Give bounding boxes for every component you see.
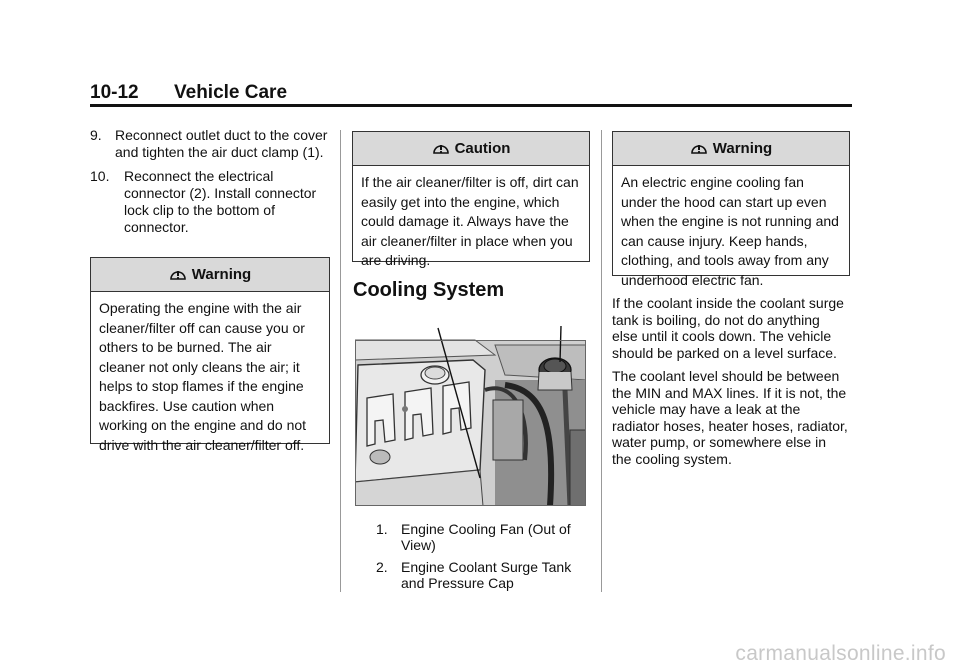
paragraph: The coolant level should be between the MIN and MAX lines. If it is not, the vehicle may have a leak at the radiator hoses, heater hoses, radiator, water pump, or somewhere else in the cooling system. bbox=[612, 368, 848, 467]
step-text: Reconnect the electrical connector (2). Install connector lock clip to the bottom of connector. bbox=[124, 168, 317, 235]
caption-text: Engine Cooling Fan (Out of View) bbox=[401, 521, 571, 553]
warning-box-left bbox=[90, 257, 330, 453]
section-heading: Cooling System bbox=[353, 279, 505, 301]
warning-icon bbox=[690, 140, 708, 158]
step-text: Reconnect outlet duct to the cover and tighten the air duct clamp (1). bbox=[115, 127, 328, 160]
step-10 bbox=[90, 168, 330, 236]
warning-body: An electric engine cooling fan under the hood can start up even when the engine is not running and can cause injury. Keep hands, clothing, and tools away from any underhood electric fan. bbox=[621, 174, 839, 288]
engine-figure bbox=[355, 320, 586, 506]
caption-item bbox=[376, 521, 586, 553]
column-divider-2 bbox=[601, 130, 602, 592]
column-divider-1 bbox=[340, 130, 341, 592]
warning-icon bbox=[169, 266, 187, 284]
step-number: 10. bbox=[90, 168, 110, 184]
caption-number: 1. bbox=[376, 521, 388, 537]
engine-illustration bbox=[355, 320, 586, 506]
page-number: 10-12 bbox=[90, 82, 139, 103]
caption-item bbox=[376, 559, 586, 591]
watermark: carmanualsonline.info bbox=[735, 642, 946, 665]
paragraph: If the coolant inside the coolant surge tank is boiling, do not do anything else until it cools down. The vehicle should be parked on a level surface. bbox=[612, 295, 844, 361]
section-title: Vehicle Care bbox=[174, 82, 288, 103]
warning-body: Operating the engine with the air cleaner/filter off can cause you or others to be burned. The air cleaner not only cleans the air; it helps to stop flames if the engine backfires. Use caution when working on the engine and do not drive with the air cleaner/filter off. bbox=[99, 300, 307, 453]
caution-body: If the air cleaner/filter is off, dirt can easily get into the engine, which could damage it. Always have the air cleaner/filter in place when you are driving. bbox=[361, 174, 579, 268]
step-number: 9. bbox=[90, 127, 102, 143]
page-header bbox=[90, 80, 852, 110]
warning-header bbox=[91, 258, 329, 292]
caution-header bbox=[353, 132, 589, 166]
caption-text: Engine Coolant Surge Tank and Pressure Cap bbox=[401, 559, 572, 591]
caution-heading: Caution bbox=[454, 140, 511, 157]
caption-number: 2. bbox=[376, 559, 388, 575]
caution-box bbox=[352, 131, 590, 268]
warning-heading: Warning bbox=[712, 140, 773, 157]
left-column bbox=[90, 127, 330, 243]
coolant-paragraphs bbox=[612, 295, 848, 474]
header-rule bbox=[90, 104, 852, 107]
warning-box-right bbox=[612, 131, 850, 288]
warning-header bbox=[613, 132, 849, 166]
figure-caption bbox=[376, 521, 586, 597]
step-9 bbox=[90, 127, 330, 161]
warning-heading: Warning bbox=[191, 266, 252, 283]
warning-icon bbox=[432, 140, 450, 158]
